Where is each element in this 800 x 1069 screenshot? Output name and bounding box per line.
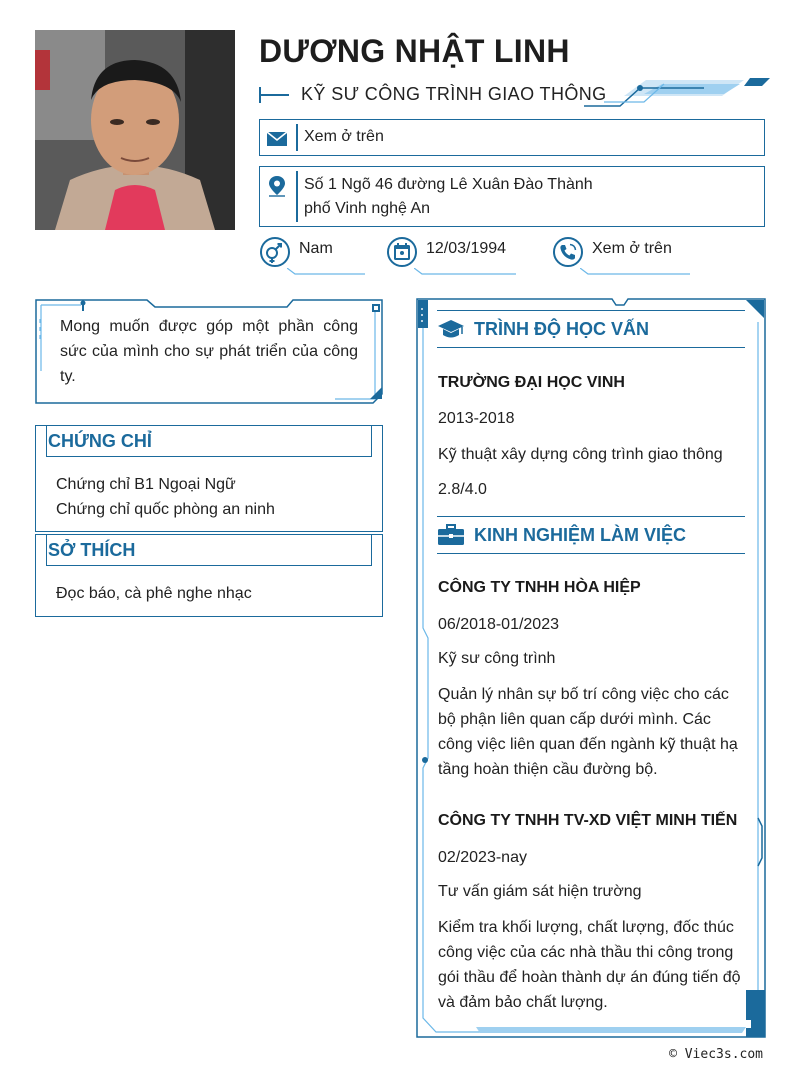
hobby-item: Đọc báo, cà phê nghe nhạc xyxy=(56,585,252,602)
job-period: 02/2023-nay xyxy=(438,849,527,866)
job-company: CÔNG TY TNHH HÒA HIỆP xyxy=(438,579,641,596)
map-pin-icon xyxy=(266,175,288,197)
certificates-section xyxy=(35,425,383,532)
gender-underline xyxy=(287,268,365,276)
address-line-1: Số 1 Ngõ 46 đường Lê Xuân Đào Thành xyxy=(304,176,593,193)
education-major: Kỹ thuật xây dựng công trình giao thông xyxy=(438,446,723,463)
job-description: Kiểm tra khối lượng, chất lượng, đốc thúc công việc của các nhà thầu thi công trong gói thầu để hoàn thành dự án đúng tiến độ và đảm bảo chất lượng. xyxy=(438,919,741,1011)
certificate-item: Chứng chỉ B1 Ngoại Ngữ xyxy=(56,476,236,493)
school-name: TRƯỜNG ĐẠI HỌC VINH xyxy=(438,374,625,391)
watermark: © Viec3s.com xyxy=(669,1047,763,1062)
certificates-heading-box xyxy=(46,425,372,457)
education-gpa: 2.8/4.0 xyxy=(438,481,487,498)
education-heading-box xyxy=(437,310,745,348)
title-deco-line xyxy=(259,94,289,96)
hobbies-heading: SỞ THÍCH xyxy=(48,540,136,560)
birthday-underline xyxy=(414,268,516,276)
certificates-heading: CHỨNG CHỈ xyxy=(48,431,152,451)
job-company: CÔNG TY TNHH TV-XD VIỆT MINH TIẾN xyxy=(438,812,738,829)
objective-box xyxy=(35,299,383,404)
experience-heading: KINH NGHIỆM LÀM VIỆC xyxy=(474,525,687,545)
envelope-icon xyxy=(266,128,288,150)
phone-value: Xem ở trên xyxy=(592,240,672,257)
address-line-2: phố Vinh nghệ An xyxy=(304,200,431,217)
phone-icon xyxy=(552,236,584,268)
address-box xyxy=(259,166,765,227)
job-position: Kỹ sư công trình xyxy=(438,650,556,667)
birthday-value: 12/03/1994 xyxy=(426,240,507,257)
job-period: 06/2018-01/2023 xyxy=(438,616,559,633)
address-divider xyxy=(296,171,298,222)
experience-heading-box xyxy=(437,516,745,554)
gender-icon xyxy=(259,236,291,268)
email-value: Xem ở trên xyxy=(304,128,384,145)
calendar-icon xyxy=(386,236,418,268)
objective-text: Mong muốn được góp một phần công sức của mình cho sự phát triển của công ty. xyxy=(60,318,358,385)
gender-value: Nam xyxy=(299,240,333,257)
hobbies-heading-box xyxy=(46,534,372,566)
address-value xyxy=(304,173,593,221)
hobbies-section xyxy=(35,534,383,617)
job-title: KỸ SƯ CÔNG TRÌNH GIAO THÔNG xyxy=(301,84,607,104)
email-divider xyxy=(296,124,298,151)
graduation-cap-icon xyxy=(437,317,465,341)
briefcase-icon xyxy=(437,523,465,547)
profile-photo xyxy=(35,30,235,230)
email-box xyxy=(259,119,765,156)
circuit-decoration xyxy=(584,72,770,110)
education-heading: TRÌNH ĐỘ HỌC VẤN xyxy=(474,319,649,339)
phone-underline xyxy=(580,268,690,276)
education-period: 2013-2018 xyxy=(438,410,515,427)
certificate-item: Chứng chỉ quốc phòng an ninh xyxy=(56,501,275,518)
candidate-name: DƯƠNG NHẬT LINH xyxy=(259,33,570,69)
job-position: Tư vấn giám sát hiện trường xyxy=(438,883,642,900)
job-title-row xyxy=(259,80,769,110)
job-description: Quản lý nhân sự bố trí công việc cho các bộ phận liên quan cấp dưới mình. Các công việc liên quan đến ngành kỹ thuật hạ tầng hoàn thiện cầu đường bộ. xyxy=(438,686,738,778)
